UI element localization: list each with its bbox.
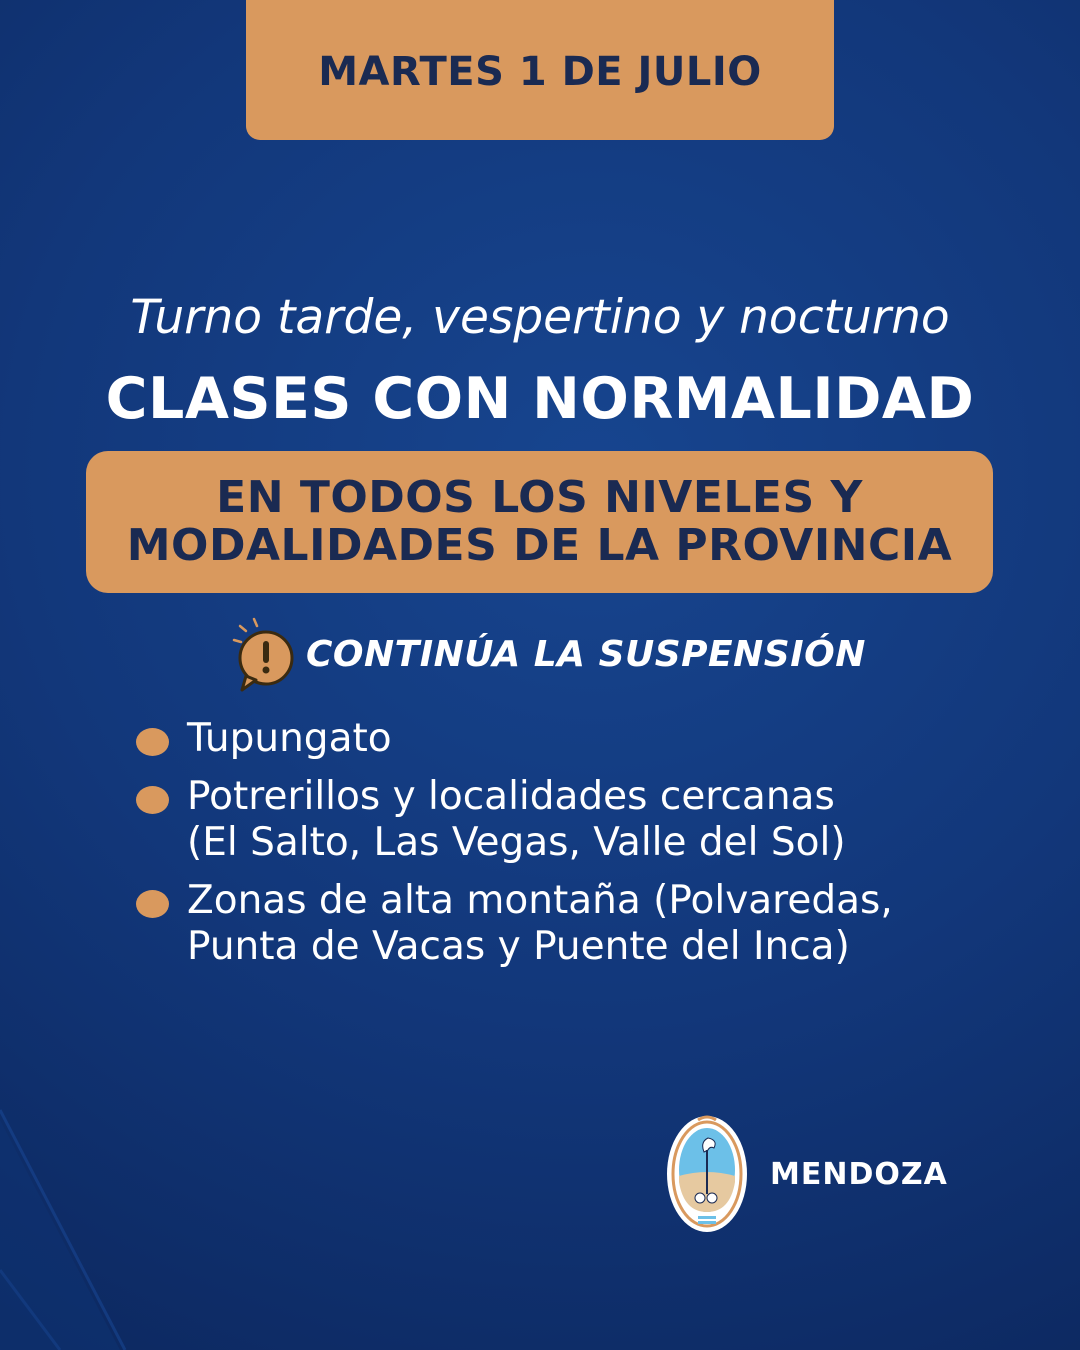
suspended-areas-list	[136, 716, 1036, 982]
list-item	[136, 878, 1036, 970]
list-item	[136, 716, 1036, 762]
bullet-icon	[136, 728, 169, 756]
mendoza-logo	[664, 1112, 948, 1236]
suspension-title: CONTINÚA LA SUSPENSIÓN	[306, 633, 866, 675]
list-item-line: (El Salto, Las Vegas, Valle del Sol)	[187, 820, 846, 865]
suspension-heading	[232, 616, 866, 692]
mendoza-seal	[664, 1112, 750, 1236]
headline: CLASES CON NORMALIDAD	[105, 366, 975, 432]
list-item-line: Potrerillos y localidades cercanas	[187, 774, 835, 819]
bullet-icon	[136, 786, 169, 814]
list-item-line: Punta de Vacas y Puente del Inca)	[187, 924, 850, 969]
date-banner	[246, 0, 834, 140]
shift-subtitle: Turno tarde, vespertino y nocturno	[130, 290, 950, 345]
levels-line-2: MODALIDADES DE LA PROVINCIA	[126, 520, 953, 571]
levels-line-1: EN TODOS LOS NIVELES Y	[216, 472, 863, 523]
bullet-icon	[136, 890, 169, 918]
exclamation-bubble-icon	[232, 616, 296, 692]
levels-banner	[86, 451, 993, 593]
list-item-line: Tupungato	[187, 716, 392, 761]
list-item	[136, 774, 1036, 866]
date-label: MARTES 1 DE JULIO	[318, 49, 762, 95]
list-item-line: Zonas de alta montaña (Polvaredas,	[187, 878, 893, 923]
brand-name: MENDOZA	[770, 1156, 948, 1192]
